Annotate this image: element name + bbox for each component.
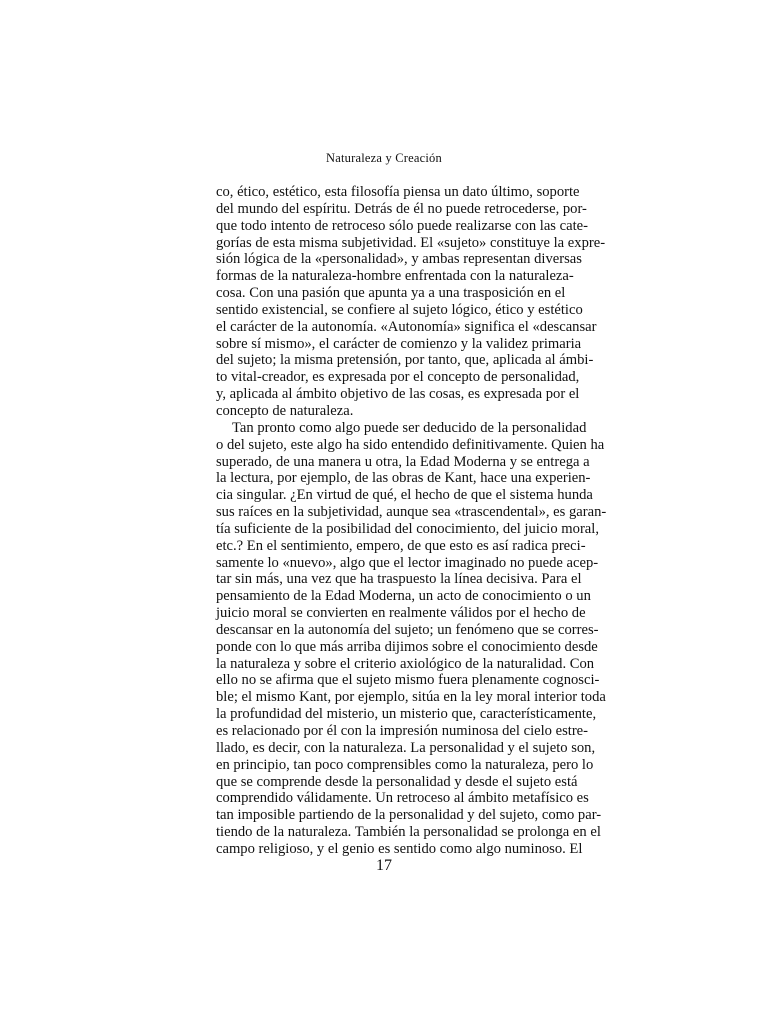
text-line: o del sujeto, este algo ha sido entendido definitivamente. Quien ha	[216, 436, 605, 453]
text-line: es relacionado por él con la impresión numinosa del cielo estre-	[216, 723, 589, 739]
text-line: la lectura, por ejemplo, de las obras de Kant, hace una experien-	[216, 470, 591, 487]
text-line: ello no se afirma que el sujeto mismo fuera plenamente cognosci-	[216, 672, 600, 689]
text-line: superado, de una manera u otra, la Edad Moderna y se entrega a	[216, 453, 590, 470]
paragraph	[216, 184, 606, 420]
text-line: del mundo del espíritu. Detrás de él no puede retrocederse, por-	[216, 200, 587, 217]
text-line: gorías de esta misma subjetividad. El «sujeto» constituye la expre-	[216, 234, 606, 251]
text-line: campo religioso, y el genio es sentido como algo numinoso. El	[216, 840, 583, 857]
text-line: co, ético, estético, esta filosofía piensa un dato último, soporte	[216, 184, 580, 200]
text-line: que se comprende desde la personalidad y desde el sujeto está	[216, 773, 578, 790]
text-line: samente lo «nuevo», algo que el lector imaginado no puede acep-	[216, 554, 599, 571]
body-text	[216, 184, 607, 858]
text-line: sobre sí mismo», el carácter de comienzo y la validez primaria	[216, 335, 582, 352]
text-line: etc.? En el sentimiento, empero, de que esto es así radica preci-	[216, 537, 586, 554]
text-line: que todo intento de retroceso sólo puede realizarse con las cate-	[216, 217, 588, 234]
text-line: la naturaleza y sobre el criterio axiológico de la naturalidad. Con	[216, 655, 595, 672]
text-line: la profundidad del misterio, un misterio que, característicamente,	[216, 706, 597, 723]
text-line: sus raíces en la subjetividad, aunque sea «trascendental», es garan-	[216, 504, 607, 521]
text-line: y, aplicada al ámbito objetivo de las cosas, es expresada por el	[216, 386, 580, 403]
text-line: descansar en la autonomía del sujeto; un fenómeno que se corres-	[216, 621, 599, 638]
text-line: tía suficiente de la posibilidad del conocimiento, del juicio moral,	[216, 520, 599, 537]
text-line: en principio, tan poco comprensibles como la naturaleza, pero lo	[216, 756, 594, 773]
text-line: el carácter de la autonomía. «Autonomía» significa el «descansar	[216, 318, 597, 335]
text-line: concepto de naturaleza.	[216, 402, 354, 419]
text-line: cia singular. ¿En virtud de qué, el hecho de que el sistema hunda	[216, 487, 593, 504]
running-head: Naturaleza y Creación	[326, 151, 442, 165]
text-line: sión lógica de la «personalidad», y ambas representan diversas	[216, 251, 582, 268]
text-line: llado, es decir, con la naturaleza. La personalidad y el sujeto son,	[216, 739, 596, 756]
text-line: tar sin más, una vez que ha traspuesto la línea decisiva. Para el	[216, 571, 582, 588]
text-line: pensamiento de la Edad Moderna, un acto de conocimiento o un	[216, 588, 591, 605]
text-line: cosa. Con una pasión que apunta ya a una trasposición en el	[216, 285, 566, 302]
text-line: to vital-creador, es expresada por el concepto de personalidad,	[216, 369, 580, 386]
paragraph	[216, 419, 607, 858]
text-line: juicio moral se convierten en realmente válidos por el hecho de	[216, 605, 586, 622]
text-line: Tan pronto como algo puede ser deducido de la personalidad	[232, 419, 587, 436]
text-line: sentido existencial, se confiere al sujeto lógico, ético y estético	[216, 301, 583, 318]
text-line: comprendido válidamente. Un retroceso al ámbito metafísico es	[216, 790, 589, 807]
text-line: ble; el mismo Kant, por ejemplo, sitúa en la ley moral interior toda	[216, 689, 606, 706]
text-line: tiendo de la naturaleza. También la personalidad se prolonga en el	[216, 824, 601, 841]
text-line: ponde con lo que más arriba dijimos sobre el conocimiento desde	[216, 638, 598, 655]
text-line: tan imposible partiendo de la personalidad y del sujeto, como par-	[216, 807, 602, 824]
text-line: del sujeto; la misma pretensión, por tanto, que, aplicada al ámbi-	[216, 352, 594, 369]
page-number: 17	[376, 857, 392, 874]
text-line: formas de la naturaleza-hombre enfrentada con la naturaleza-	[216, 268, 574, 285]
